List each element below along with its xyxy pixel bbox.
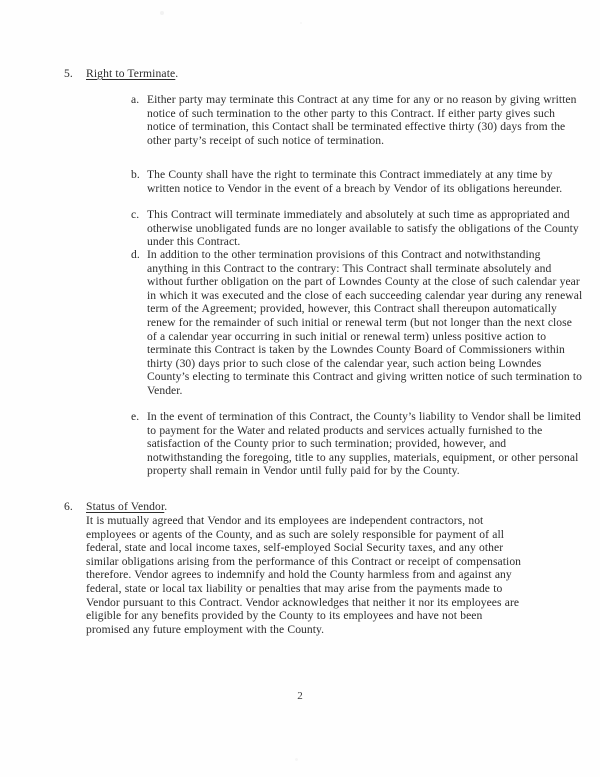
scan-speck-icon xyxy=(295,758,298,761)
list-item-marker: a. xyxy=(131,93,140,106)
scan-speck-icon xyxy=(160,11,164,15)
list-item-text: This Contract will terminate immediately and absolutely at such time as appropriated and otherwise unobligated funds are no longer available to satisfy the obligations of the County under this Contract. xyxy=(147,208,579,249)
scan-speck-icon xyxy=(300,22,302,24)
list-item-marker: d. xyxy=(131,248,140,261)
section-title-5-period: . xyxy=(175,67,179,80)
section-title-6: Status of Vendor xyxy=(86,500,165,513)
section-6-body-text: It is mutually agreed that Vendor and its employees are independent contractors, not employees or agents of the County, and as such are solely responsible for payment of all federal, state and local income taxes, self-employed Social Security taxes, and any other similar obligations arising from the performance of this Contract or receipt of compensation therefore. Vendor agrees to indemnify and hold the County harmless from and against any federal, state or local tax liability or penalties that may arise from the payments made to Vendor pursuant to this Contract. Vendor acknowledges that neither it nor its employees are eligible for any benefits provided by the County to its employees and have not been promised any future employment with the County. xyxy=(86,514,522,636)
section-heading-5 xyxy=(0,67,600,81)
list-item xyxy=(86,248,584,398)
list-item xyxy=(86,410,584,478)
list-item-text: In the event of termination of this Contract, the County’s liability to Vendor shall be limited to payment for the Water and related products and services actually furnished to the satisfaction of the County prior to such termination; provided, however, and notwithstanding the foregoing, title to any supplies, materials, equipment, or other personal property shall remain in Vendor until fully paid for by the County. xyxy=(147,410,581,478)
list-item-text: Either party may terminate this Contract at any time for any or no reason by giving written notice of such termination to the other party to this Contract. If either party gives such notice of termination, this Contact shall be terminated effective thirty (30) days from the other party’s receipt of such notice of termination. xyxy=(147,93,577,147)
list-item-text: The County shall have the right to terminate this Contract immediately at any time by written notice to Vendor in the event of a breach by Vendor of its obligations hereunder. xyxy=(147,168,563,195)
section-number-5: 5. xyxy=(64,67,73,80)
list-item-text: In addition to the other termination provisions of this Contract and notwithstanding anything in this Contract to the contrary: This Contract shall terminate absolutely and without further obligation on the part of Lowndes County at the close of such calendar year in which it was executed and the close of each succeeding calendar year during any renewal term of the Agreement; provided, however, this Contract shall thereupon automatically renew for the remainder of such initial or renewal term (but not longer than the next close of a calendar year occurring in such initial or renewal term) unless positive action to terminate this Contract is taken by the Lowndes County Board of Commissioners within thirty (30) days prior to such close of the calendar year, such action being Lowndes County’s electing to terminate this Contract and giving written notice of such termination to Vender. xyxy=(147,248,583,397)
section-title-6-period: . xyxy=(164,500,168,513)
list-item xyxy=(86,168,577,195)
list-item xyxy=(86,208,584,249)
page-number: 2 xyxy=(297,690,303,702)
section-title-5: Right to Terminate xyxy=(86,67,176,80)
list-item xyxy=(86,93,577,147)
list-item-marker: c. xyxy=(131,208,140,221)
list-item-marker: e. xyxy=(131,410,140,423)
section-number-6: 6. xyxy=(64,500,73,513)
section-heading-6 xyxy=(0,500,600,514)
list-item-marker: b. xyxy=(131,168,140,181)
